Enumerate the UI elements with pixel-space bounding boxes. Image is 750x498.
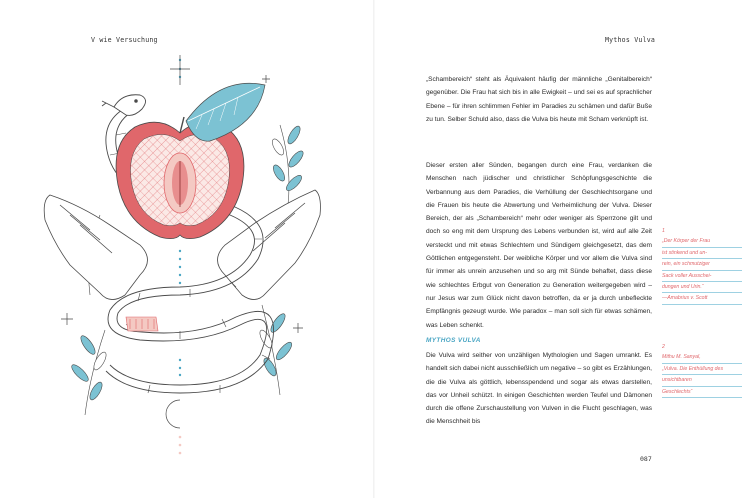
sidenote-line: rein, ein schmutziger <box>662 259 742 270</box>
running-head-right: Mythos Vulva <box>605 36 656 44</box>
sidenote-line: „Der Körper der Frau <box>662 236 742 247</box>
sidenote-line: „Vulva. Die Enthüllung des <box>662 364 742 375</box>
body-paragraph-2: Dieser ersten aller Sünden, begangen durch eine Frau, verdanken die Menschen nach jüdischer und christlicher Schöpfungsgeschichte die Verbannung aus dem Paradies, die Verhüllung der Geschlechtsorgane und die Frauen bis heute die Abwertung und Verheimlichung der Vulva. Dieser Bereich, der als „Schambereich“ mehr oder weniger als Sperrzone gilt und doch so eng mit dem Ursprung des Lebens verbunden ist, wird auf alle Zeit versteckt und mit etwas Schlechtem und Sündigem gleichgesetzt, das dem Göttlichen entgegensteht. Der weibliche Körper und vor allem die Vulva sind für immer als unrein anzusehen und so arg mit Sünde behaftet, dass diese wie schlechtes Erbgut von Generation zu Generation weitergegeben wird – nur Jesus war zum Glück nicht davon betroffen, da er ja durch unbefleckte Empfängnis gezeugt wurde. Wie paradox – man soll sich für etwas schämen, was Leben schenkt. <box>426 162 652 329</box>
sidenote-line: Mithu M. Sanyal, <box>662 352 742 363</box>
crescent-moon-icon <box>166 400 181 454</box>
leaf-icon <box>186 83 265 141</box>
snake-head <box>102 95 146 116</box>
sidenote-line: Sack voller Ausschei- <box>662 271 742 282</box>
body-paragraph-3: Die Vulva wird seither von unzähligen Mythologien und Sagen umrankt. Es handelt sich dabei nicht ausschließlich um negative – so gibt es Erzählungen, die die Vulva als göttlich, lebensspendend und sogar als etwas darstellen, das vor Unheil schützt. In einigen Geschichten werden Teufel und Dämonen durch die offene Zurschaustellung von Vulven in die Flucht geschlagen, was die Menschheit bis <box>426 352 652 426</box>
sidenote-line: Geschlechts“ <box>662 387 742 398</box>
sidenote-2 <box>662 342 742 398</box>
sidenote-number: 2 <box>662 344 665 350</box>
apple-snake-hands-illustration <box>30 55 330 475</box>
sidenote-line: ist stinkend und un- <box>662 248 742 259</box>
section-heading: MYTHOS VULVA <box>426 337 481 344</box>
body-paragraph-1: „Schambereich“ steht als Äquivalent häufig der männliche „Genitalbereich“ gegenüber. Die Frau hat sich bis in alle Ewigkeit – und sei es auf sprachlicher Ebene – für ihren schlimmen Fehler im Paradies zu schämen und dafür Buße zu tun. Selber Schuld also, dass die Vulva bis heute mit Scham verknüpft ist. <box>426 76 652 123</box>
pink-band <box>126 317 158 331</box>
sidenote-number: 1 <box>662 228 665 234</box>
running-head-left: V wie Versuchung <box>91 36 158 44</box>
page-number: 087 <box>640 455 652 463</box>
sidenote-1 <box>662 226 742 305</box>
sidenote-line: —Amabrius v. Scott <box>662 293 742 304</box>
sidenote-line: unsichtbaren <box>662 375 742 386</box>
sidenote-line: dungen und Urin.“ <box>662 282 742 293</box>
